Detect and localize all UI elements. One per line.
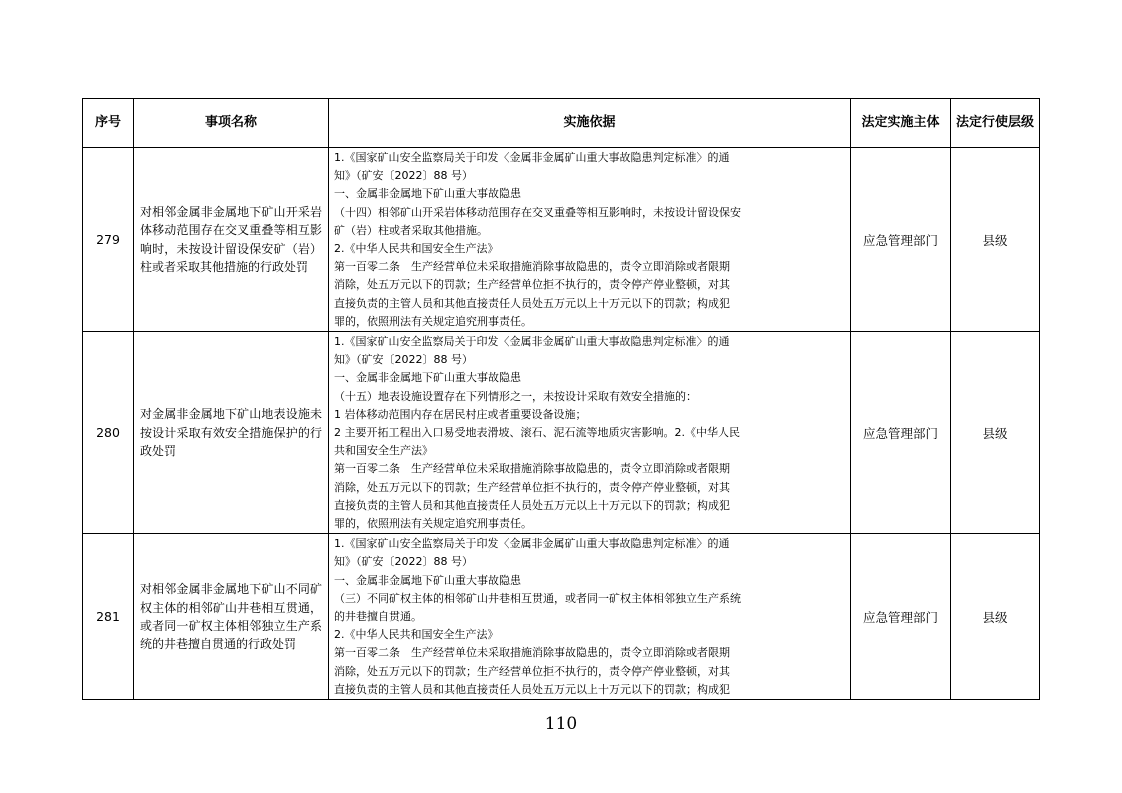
basis-line: 一、金属非金属地下矿山重大事故隐患	[334, 187, 521, 201]
basis-line: （十五）地表设施设置存在下列情形之一，未按设计采取有效安全措施的：	[334, 389, 697, 403]
basis-line: 第一百零二条 生产经营单位未采取措施消除事故隐患的，责令立即消除或者限期	[334, 260, 730, 274]
basis-line: 消除，处五万元以下的罚款；生产经营单位拒不执行的，责令停产停业整顿，对其	[334, 480, 730, 494]
basis-line: 一、金属非金属地下矿山重大事故隐患	[334, 573, 521, 587]
basis-line: 2.《中华人民共和国安全生产法》	[334, 242, 499, 256]
basis-line: 直接负责的主管人员和其他直接责任人员处五万元以上十万元以下的罚款；构成犯	[334, 296, 730, 310]
page-number: 110	[544, 714, 578, 734]
row-serial-number: 280	[83, 332, 134, 534]
basis-line: 消除，处五万元以下的罚款；生产经营单位拒不执行的，责令停产停业整顿，对其	[334, 278, 730, 292]
header-implementing-body: 法定实施主体	[851, 99, 951, 148]
basis-line: （十四）相邻矿山开采岩体移动范围存在交叉重叠等相互影响时，未按设计留设保安	[334, 205, 741, 219]
table-row	[83, 534, 1040, 700]
row-serial-number: 281	[83, 534, 134, 700]
basis-line: 知》（矿安〔2022〕88 号）	[334, 353, 473, 367]
basis-line: 1 岩体移动范围内存在居民村庄或者重要设备设施；	[334, 407, 587, 421]
header-legal-basis: 实施依据	[329, 99, 851, 148]
row-implementing-body: 应急管理部门	[851, 332, 951, 534]
row-implementing-body: 应急管理部门	[851, 534, 951, 700]
table-row	[83, 148, 1040, 332]
table-row	[83, 332, 1040, 534]
basis-line: 1.《国家矿山安全监察局关于印发〈金属非金属矿山重大事故隐患判定标准〉的通	[334, 537, 730, 551]
table-header-row	[83, 99, 1040, 148]
basis-line: 知》（矿安〔2022〕88 号）	[334, 169, 473, 183]
basis-line: 消除，处五万元以下的罚款；生产经营单位拒不执行的，责令停产停业整顿，对其	[334, 664, 730, 678]
basis-line: 一、金属非金属地下矿山重大事故隐患	[334, 371, 521, 385]
row-implementing-body: 应急管理部门	[851, 148, 951, 332]
basis-line: 罪的，依照刑法有关规定追究刑事责任。	[334, 517, 532, 531]
row-legal-basis	[329, 148, 851, 332]
basis-line: （三）不同矿权主体的相邻矿山井巷相互贯通，或者同一矿权主体相邻独立生产系统	[334, 591, 741, 605]
row-legal-basis	[329, 332, 851, 534]
header-exercise-level: 法定行使层级	[951, 99, 1040, 148]
basis-line: 的井巷擅自贯通。	[334, 610, 422, 624]
header-serial-number: 序号	[83, 99, 134, 148]
basis-line: 知》（矿安〔2022〕88 号）	[334, 555, 473, 569]
basis-line: 2 主要开拓工程出入口易受地表滑坡、滚石、泥石流等地质灾害影响。2.《中华人民	[334, 426, 740, 440]
row-exercise-level: 县级	[951, 332, 1040, 534]
row-serial-number: 279	[83, 148, 134, 332]
basis-line: 第一百零二条 生产经营单位未采取措施消除事故隐患的，责令立即消除或者限期	[334, 462, 730, 476]
row-legal-basis	[329, 534, 851, 700]
header-item-name: 事项名称	[134, 99, 329, 148]
basis-line: 罪的，依照刑法有关规定追究刑事责任。	[334, 314, 532, 328]
row-item-name: 对相邻金属非金属地下矿山开采岩体移动范围存在交叉重叠等相互影响时，未按设计留设保安矿（岩）柱或者采取其他措施的行政处罚	[134, 148, 329, 332]
row-item-name: 对金属非金属地下矿山地表设施未按设计采取有效安全措施保护的行政处罚	[134, 332, 329, 534]
basis-line: 1.《国家矿山安全监察局关于印发〈金属非金属矿山重大事故隐患判定标准〉的通	[334, 335, 730, 349]
basis-line: 2.《中华人民共和国安全生产法》	[334, 628, 499, 642]
basis-line: 第一百零二条 生产经营单位未采取措施消除事故隐患的，责令立即消除或者限期	[334, 646, 730, 660]
basis-line: 直接负责的主管人员和其他直接责任人员处五万元以上十万元以下的罚款；构成犯	[334, 498, 730, 512]
row-exercise-level: 县级	[951, 534, 1040, 700]
basis-line: 共和国安全生产法》	[334, 444, 433, 458]
basis-line: 1.《国家矿山安全监察局关于印发〈金属非金属矿山重大事故隐患判定标准〉的通	[334, 151, 730, 164]
row-exercise-level: 县级	[951, 148, 1040, 332]
enforcement-items-table	[82, 98, 1040, 700]
basis-line: 直接负责的主管人员和其他直接责任人员处五万元以上十万元以下的罚款；构成犯	[334, 682, 730, 696]
row-item-name: 对相邻金属非金属地下矿山不同矿权主体的相邻矿山井巷相互贯通，或者同一矿权主体相邻独立生产系统的井巷擅自贯通的行政处罚	[134, 534, 329, 700]
basis-line: 矿（岩）柱或者采取其他措施。	[334, 223, 488, 237]
